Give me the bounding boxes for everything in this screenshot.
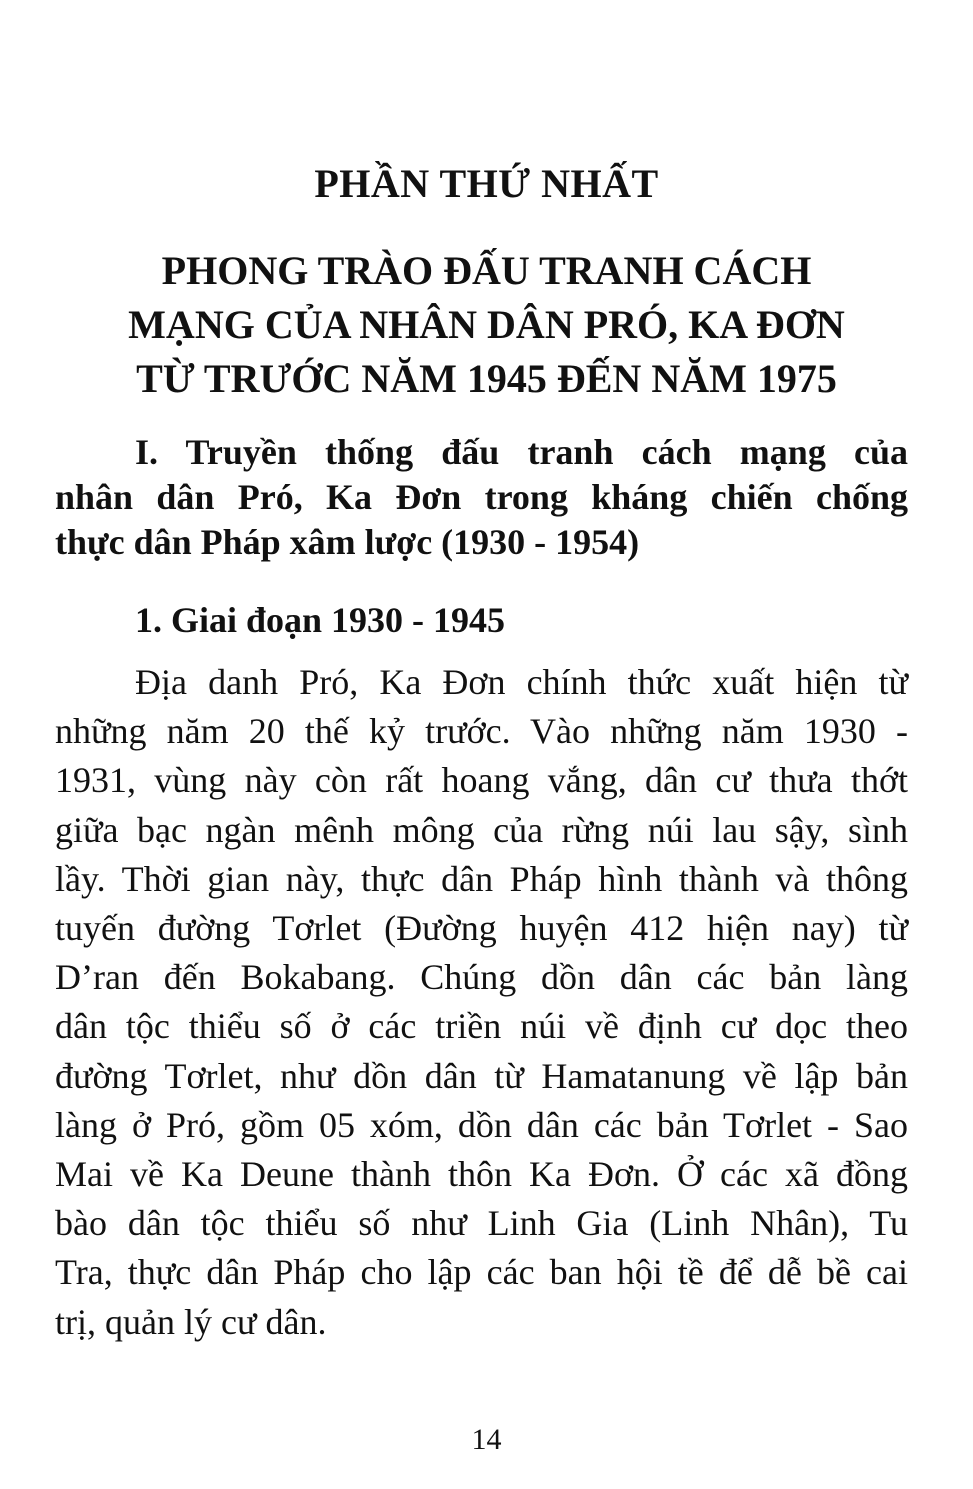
section-title-line: thực dân Pháp xâm lược (1930 - 1954): [55, 522, 640, 562]
chapter-title-line: PHONG TRÀO ĐẤU TRANH CÁCH: [161, 248, 812, 293]
section-title: [55, 430, 908, 565]
body-paragraph: [55, 658, 908, 1347]
body-line: D’ran đến Bokabang. Chúng dồn dân các bản làng: [55, 957, 908, 998]
body-line: dân tộc thiểu số ở các triền núi về định cư dọc theo: [55, 1006, 908, 1047]
body-line: những năm 20 thế kỷ trước. Vào những năm 1930 -: [55, 711, 908, 752]
body-line: làng ở Pró, gồm 05 xóm, dồn dân các bản Tơrlet - Sao: [55, 1104, 908, 1145]
body-line: Mai về Ka Deune thành thôn Ka Đơn. Ở các xã đồng: [55, 1154, 908, 1195]
subsection-title: 1. Giai đoạn 1930 - 1945: [135, 600, 506, 640]
body-line: lầy. Thời gian này, thực dân Pháp hình thành và thông: [55, 858, 908, 899]
section-title-line: I. Truyền thống đấu tranh cách mạng của: [135, 432, 908, 472]
chapter-title-line: TỪ TRƯỚC NĂM 1945 ĐẾN NĂM 1975: [136, 356, 837, 401]
body-line: Địa danh Pró, Ka Đơn chính thức xuất hiện từ: [135, 662, 908, 702]
body-line: tuyến đường Tơrlet (Đường huyện 412 hiện nay) từ: [55, 908, 908, 949]
body-line: 1931, vùng này còn rất hoang vắng, dân cư thưa thớt: [55, 760, 908, 801]
body-line: Tra, thực dân Pháp cho lập các ban hội tề để dễ bề cai: [55, 1252, 908, 1293]
section-title-line: nhân dân Pró, Ka Đơn trong kháng chiến chống: [55, 477, 908, 517]
chapter-title-line: MẠNG CỦA NHÂN DÂN PRÓ, KA ĐƠN: [128, 302, 845, 347]
body-line: giữa bạc ngàn mênh mông của rừng núi lau sậy, sình: [55, 809, 908, 850]
page-number: 14: [471, 1423, 502, 1456]
body-line: đường Tơrlet, như dồn dân từ Hamatanung về lập bản: [55, 1055, 908, 1096]
part-title: PHẦN THỨ NHẤT: [314, 161, 659, 206]
body-line: bào dân tộc thiểu số như Linh Gia (Linh Nhân), Tu: [55, 1203, 908, 1244]
chapter-title: [70, 244, 903, 406]
body-line: trị, quản lý cư dân.: [55, 1301, 327, 1342]
